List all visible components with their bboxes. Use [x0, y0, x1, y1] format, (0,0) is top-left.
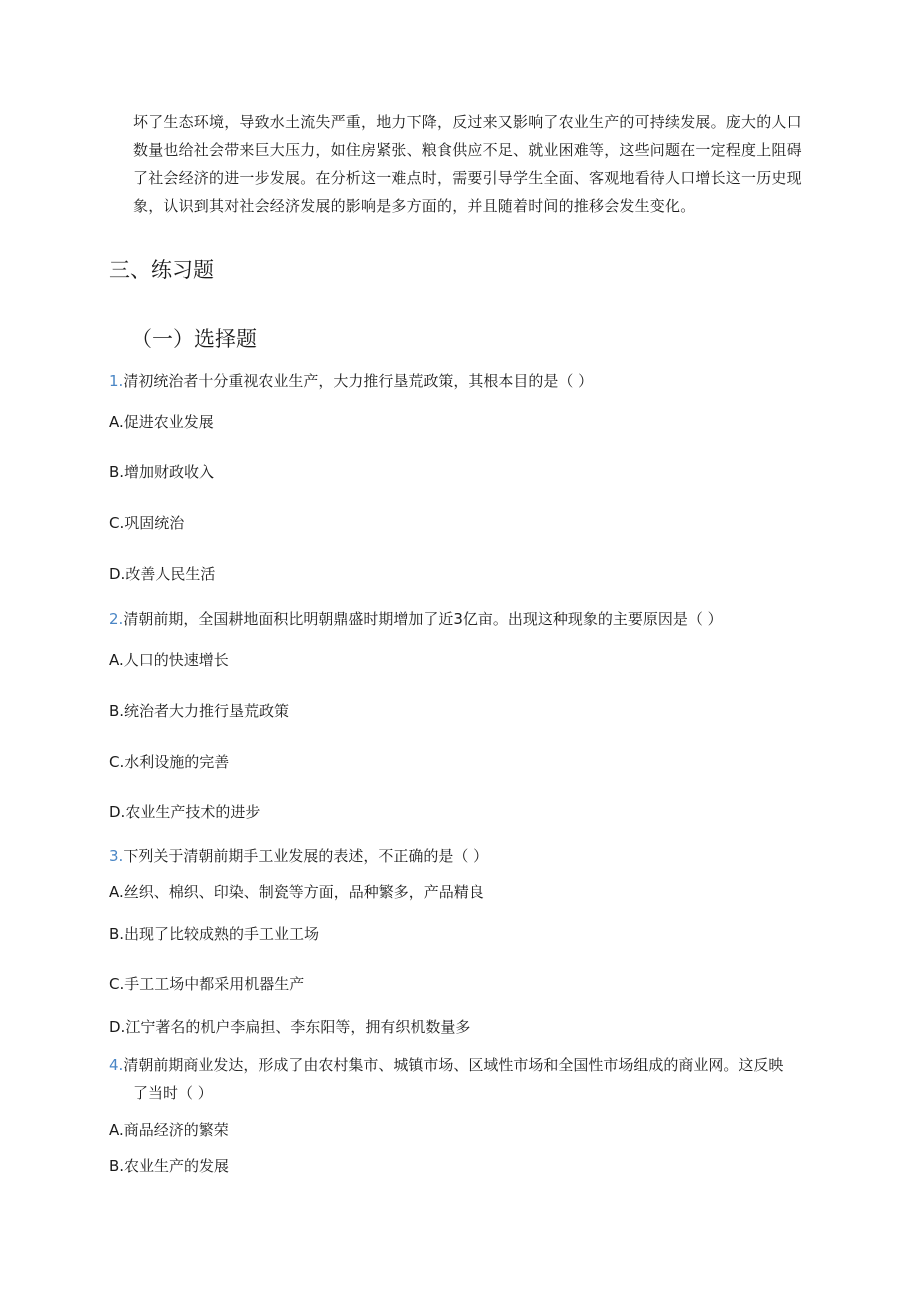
question-text: 清初统治者十分重视农业生产，大力推行垦荒政策，其根本目的是（ ）	[123, 372, 594, 390]
question-text: 下列关于清朝前期手工业发展的表述，不正确的是（ ）	[123, 847, 489, 865]
option-1c: C.巩固统治	[109, 514, 185, 532]
question-number: 1.	[109, 372, 124, 390]
option-3d: D.江宁著名的机户李扁担、李东阳等，拥有织机数量多	[109, 1018, 471, 1036]
option-2b: B.统治者大力推行垦荒政策	[109, 702, 290, 720]
option-3a: A.丝织、棉织、印染、制瓷等方面，品种繁多，产品精良	[109, 883, 484, 901]
question-3	[109, 844, 488, 868]
option-1a: A.促进农业发展	[109, 413, 214, 431]
question-text: 清朝前期，全国耕地面积比明朝鼎盛时期增加了近3亿亩。出现这种现象的主要原因是（ ）	[123, 610, 723, 628]
option-3c: C.手工工场中都采用机器生产	[109, 975, 305, 993]
option-4a: A.商品经济的繁荣	[109, 1121, 229, 1139]
intro-paragraph: 坏了生态环境，导致水土流失严重，地力下降，反过来又影响了农业生产的可持续发展。庞大的人口数量也给社会带来巨大压力，如住房紧张、粮食供应不足、就业困难等，这些问题在一定程度上阻碍了社会经济的进一步发展。在分析这一难点时，需要引导学生全面、客观地看待人口增长这一历史现象，认识到其对社会经济发展的影响是多方面的，并且随着时间的推移会发生变化。	[133, 113, 802, 215]
question-2	[109, 607, 723, 631]
question-number: 3.	[109, 847, 124, 865]
subsection-title: （一）选择题	[131, 327, 257, 351]
question-4-continuation: 了当时（ ）	[133, 1084, 213, 1102]
option-2d: D.农业生产技术的进步	[109, 803, 261, 821]
option-2a: A.人口的快速增长	[109, 651, 229, 669]
option-4b: B.农业生产的发展	[109, 1157, 230, 1175]
section-title: 三、练习题	[109, 258, 214, 282]
question-number: 4.	[109, 1056, 124, 1074]
question-number: 2.	[109, 610, 124, 628]
option-1b: B.增加财政收入	[109, 463, 215, 481]
option-2c: C.水利设施的完善	[109, 753, 230, 771]
question-text: 清朝前期商业发达，形成了由农村集市、城镇市场、区域性市场和全国性市场组成的商业网。这反映	[123, 1056, 784, 1074]
option-3b: B.出现了比较成熟的手工业工场	[109, 925, 320, 943]
option-1d: D.改善人民生活	[109, 565, 216, 583]
question-4	[109, 1053, 783, 1077]
question-1	[109, 369, 593, 393]
